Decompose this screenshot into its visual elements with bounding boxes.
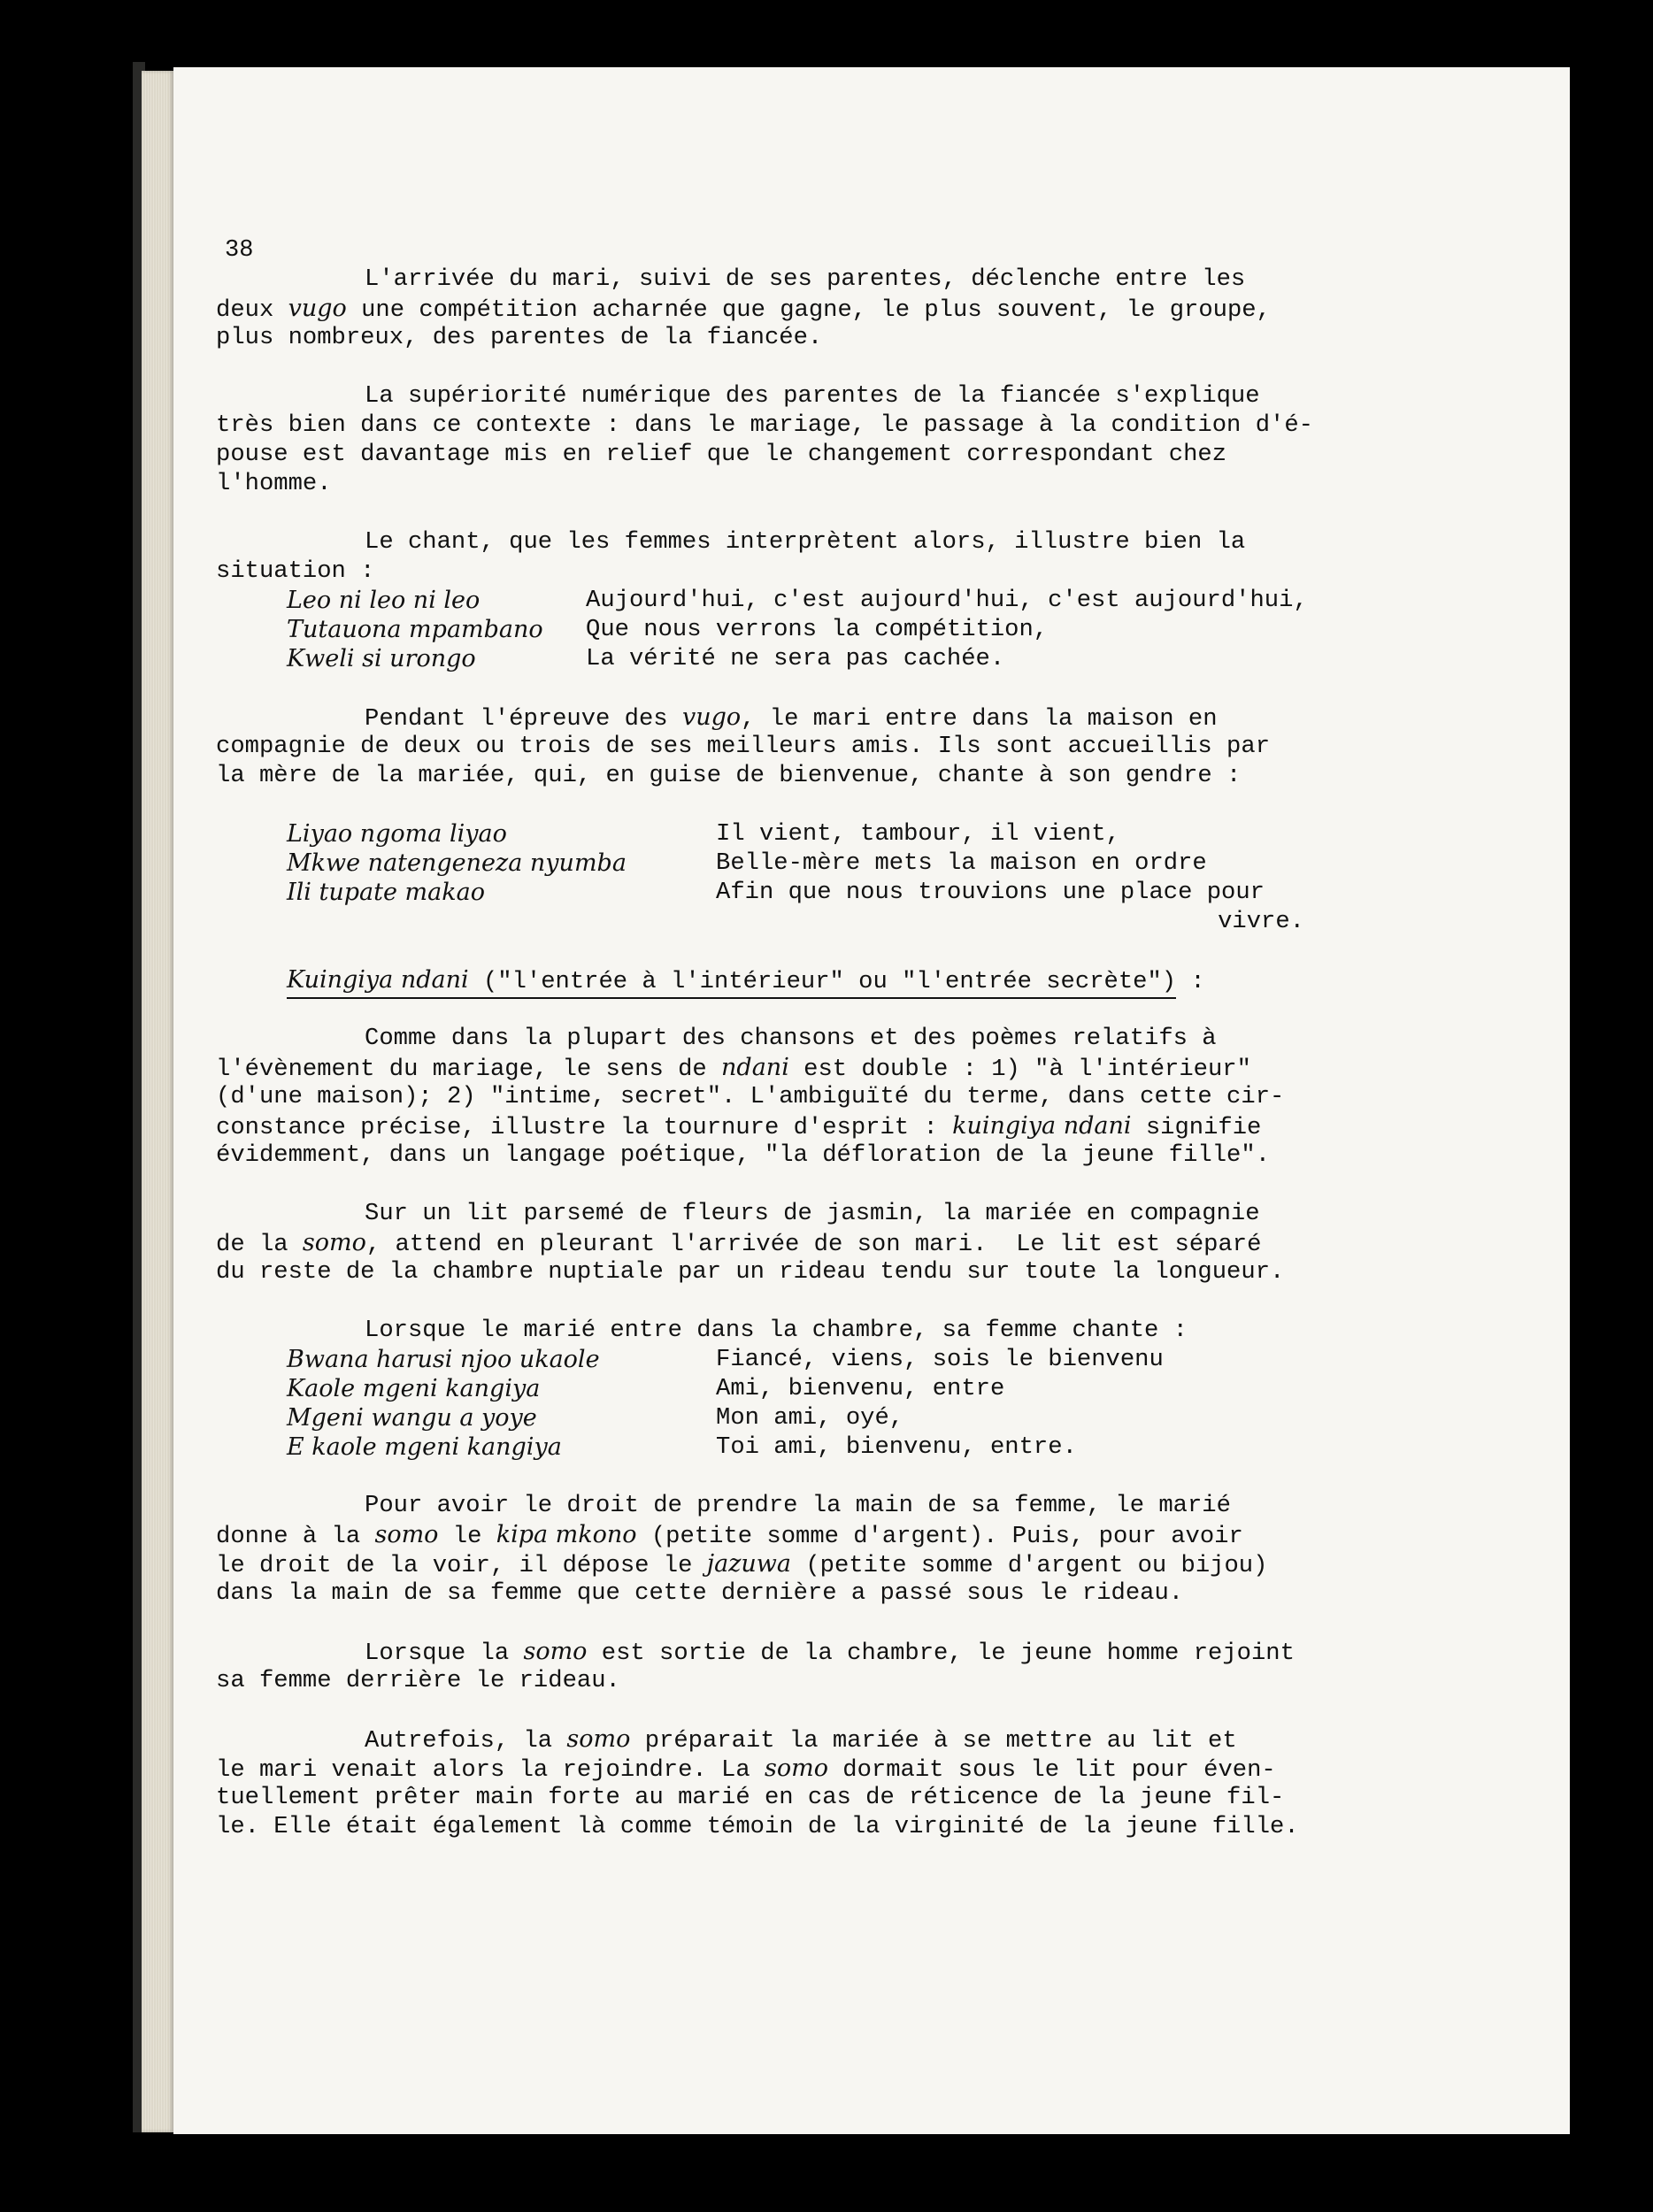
text-segment: , attend en pleurant l'arrivée de son mari. Le lit est séparé [365, 1231, 1262, 1258]
song-line [216, 907, 1304, 936]
text-segment: constance précise, illustre la tournure d'esprit : [216, 1114, 953, 1141]
text-line: Lorsque le marié entre dans la chambre, sa femme chante : [365, 1317, 1188, 1344]
blank-line [216, 1462, 1304, 1491]
text-line: évidemment, dans un langage poétique, "la défloration de la jeune fille". [216, 1141, 1271, 1169]
swahili-verse: Mgeni wangu a yoye [287, 1404, 537, 1432]
swahili-verse: Liyao ngoma liyao [287, 820, 507, 848]
italic-term: jazuwa [706, 1550, 792, 1578]
text-line: la mère de la mariée, qui, en guise de bienvenue, chante à son gendre : [216, 762, 1242, 789]
text-line [216, 703, 1304, 732]
text-line: tuellement prêter main forte au marié en cas de réticence de la jeune fil- [216, 1784, 1285, 1811]
blank-line [216, 1286, 1304, 1316]
text-line: Comme dans la plupart des chansons et des poèmes relatifs à [365, 1025, 1217, 1052]
text-segment: l'évènement du mariage, le sens de [216, 1056, 722, 1083]
blank-line [216, 936, 1304, 965]
swahili-verse: Tutauona mpambano [287, 616, 543, 643]
swahili-verse: Bwana harusi njoo ukaole [287, 1346, 600, 1373]
french-translation: Aujourd'hui, c'est aujourd'hui, c'est aujourd'hui, [586, 587, 1308, 614]
french-translation: Belle-mère mets la maison en ordre [716, 849, 1207, 877]
italic-term: kipa mkono [496, 1521, 637, 1548]
text-segment: le droit de la voir, il dépose le [216, 1552, 707, 1579]
section-term: Kuingiya ndani [287, 966, 469, 994]
text-line: le. Elle était également là comme témoin de la virginité de la jeune fille. [216, 1813, 1299, 1840]
text-line: L'arrivée du mari, suivi de ses parentes, déclenche entre les [365, 265, 1246, 293]
text-segment: Lorsque la [365, 1640, 524, 1667]
swahili-verse: Mkwe natengeneza nyumba [287, 849, 627, 877]
swahili-verse: Ili tupate makao [287, 879, 485, 906]
song-line [216, 849, 1304, 878]
section-title-underlined [287, 965, 1176, 999]
blank-line [216, 790, 1304, 819]
page-body [216, 235, 1313, 1841]
song-line [216, 644, 1304, 673]
text-line [216, 1228, 1304, 1257]
french-translation: Fiancé, viens, sois le bienvenu [716, 1346, 1164, 1373]
text-segment: est double : 1) "à l'intérieur" [788, 1056, 1251, 1083]
italic-term: vugo [288, 295, 347, 322]
blank-line [216, 235, 1304, 265]
text-segment: Pendant l'épreuve des [365, 705, 682, 733]
blank-line [216, 498, 1304, 527]
text-line: La supériorité numérique des parentes de la fiancée s'explique [365, 382, 1260, 410]
section-gloss: ("l'entrée à l'intérieur" ou "l'entrée secrète") [468, 968, 1177, 995]
text-segment: Autrefois, la [365, 1727, 567, 1755]
french-translation: Ami, bienvenu, entre [716, 1375, 1005, 1402]
french-translation: Mon ami, oyé, [716, 1404, 904, 1432]
text-segment: de la [216, 1231, 303, 1258]
french-translation: vivre. [1218, 908, 1304, 935]
italic-term: kuingiya ndani [952, 1112, 1132, 1140]
song-line [216, 878, 1304, 907]
text-segment: une compétition acharnée que gagne, le plus souvent, le groupe, [346, 296, 1271, 324]
italic-term: vugo [681, 703, 742, 731]
text-segment: dormait sous le lit pour éven- [827, 1756, 1276, 1784]
swahili-verse: Kweli si urongo [287, 645, 476, 672]
text-segment: donne à la [216, 1523, 375, 1550]
text-line: compagnie de deux ou trois de ses meilleurs amis. Ils sont accueillis par [216, 733, 1271, 760]
text-segment: (petite somme d'argent). Puis, pour avoir [636, 1523, 1243, 1550]
italic-term: somo [523, 1638, 588, 1665]
french-translation: La vérité ne sera pas cachée. [586, 645, 1005, 672]
song-line [216, 1374, 1304, 1403]
text-line: Le chant, que les femmes interprètent alors, illustre bien la [365, 528, 1246, 556]
text-line [216, 1111, 1304, 1141]
blank-line [216, 1170, 1304, 1199]
text-line [216, 1724, 1304, 1754]
blank-line [216, 352, 1304, 381]
french-translation: Toi ami, bienvenu, entre. [716, 1433, 1077, 1461]
italic-term: somo [764, 1755, 828, 1782]
song-line [216, 1403, 1304, 1432]
italic-term: somo [566, 1725, 631, 1753]
text-line: (d'une maison); 2) "intime, secret". L'ambiguïté du terme, dans cette cir- [216, 1083, 1285, 1110]
text-segment: préparait la mariée à se mettre au lit et [630, 1727, 1237, 1755]
song-line [216, 1432, 1304, 1462]
text-line: sa femme derrière le rideau. [216, 1667, 620, 1694]
french-translation: Afin que nous trouvions une place pour [716, 879, 1265, 906]
song-line [216, 586, 1308, 615]
text-segment: , le mari entre dans la maison en [741, 705, 1218, 733]
text-line [216, 1754, 1304, 1783]
text-line: plus nombreux, des parentes de la fiancée. [216, 324, 823, 351]
blank-line [216, 673, 1304, 703]
text-line [216, 1637, 1304, 1666]
text-line: du reste de la chambre nuptiale par un rideau tendu sur toute la longueur. [216, 1258, 1285, 1286]
book-page-edges [142, 71, 173, 2132]
text-line [216, 294, 1304, 323]
song-line [216, 1345, 1304, 1374]
text-line: situation : [216, 557, 375, 585]
text-line: pouse est davantage mis en relief que le changement correspondant chez [216, 441, 1227, 468]
text-segment: le [438, 1523, 496, 1550]
french-translation: Il vient, tambour, il vient, [716, 820, 1120, 848]
page-number: 38 [225, 237, 254, 264]
blank-line [216, 1695, 1304, 1724]
text-segment: le mari venait alors la rejoindre. La [216, 1756, 765, 1784]
text-line: Sur un lit parsemé de fleurs de jasmin, la mariée en compagnie [365, 1200, 1260, 1227]
text-line [216, 1053, 1304, 1082]
section-suffix: : [1176, 968, 1205, 995]
italic-term: ndani [721, 1054, 789, 1081]
text-line: Pour avoir le droit de prendre la main de sa femme, le marié [365, 1492, 1231, 1519]
text-segment: (petite somme d'argent ou bijou) [791, 1552, 1268, 1579]
swahili-verse: Kaole mgeni kangiya [287, 1375, 541, 1402]
blank-line [216, 1608, 1304, 1637]
italic-term: somo [302, 1229, 366, 1256]
text-segment: deux [216, 296, 288, 324]
song-line [216, 615, 1304, 644]
swahili-verse: E kaole mgeni kangiya [287, 1433, 562, 1461]
text-line [216, 1520, 1304, 1549]
french-translation: Que nous verrons la compétition, [586, 616, 1049, 643]
text-segment: est sortie de la chambre, le jeune homme rejoint [587, 1640, 1295, 1667]
section-heading [216, 965, 1304, 995]
text-line [216, 1549, 1304, 1578]
song-line [216, 819, 1304, 849]
text-line: dans la main de sa femme que cette dernière a passé sous le rideau. [216, 1579, 1184, 1607]
italic-term: somo [374, 1521, 439, 1548]
text-line: très bien dans ce contexte : dans le mariage, le passage à la condition d'é- [216, 411, 1313, 439]
text-line: l'homme. [216, 470, 332, 497]
text-segment: signifie [1131, 1114, 1262, 1141]
swahili-verse: Leo ni leo ni leo [287, 587, 481, 614]
